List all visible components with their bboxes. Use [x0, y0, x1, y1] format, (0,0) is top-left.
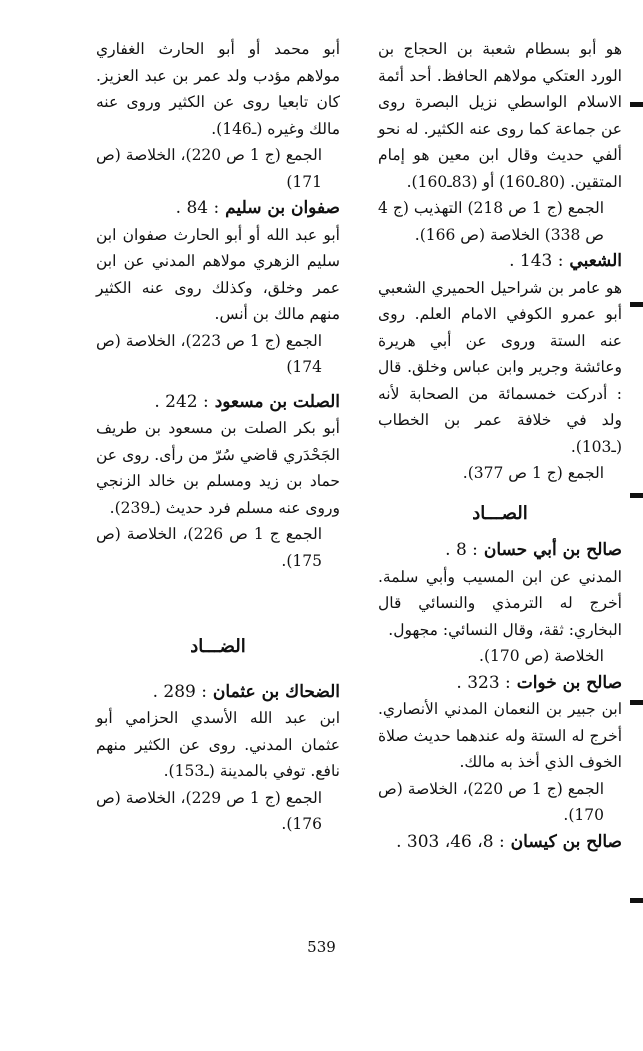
entry-heading-salih-abi-hassan: [378, 537, 622, 564]
entry-salih-abi-hassan-text: المدني عن ابن المسيب وأبي سلمة. أخرج له الترمذي والنسائي قال البخاري: ثقة، وقال النسائي: مجهول.: [378, 567, 622, 639]
entry-heading-shabi: [378, 248, 622, 275]
heading-page-refs: : 289 .: [152, 681, 207, 702]
heading-page-refs: : 143 .: [509, 251, 564, 271]
entry-continued-reference: الجمع (ج 1 ص 220)، الخلاصة (ص 171): [96, 146, 322, 191]
left-column: [96, 36, 340, 838]
entry-heading-salih-kaysan: [378, 829, 622, 856]
entry-safwan-text: أبو عبد الله أو أبو الحارث صفوان ابن سليم الزهري مولاهم المدني عن ابن عمر وخلق، وكذلك روى عنه الكثير منهم مالك بن أنس.: [96, 225, 340, 323]
entry-continued-text: أبو محمد أو أبو الحارث الغفاري مولاهم مؤدب ولد عمر بن عبد العزيز. كان تابعيا روى عن الكثير وروى عنه مالك وغيره (ـ146).: [96, 40, 340, 138]
section-title-sad: الصـــاد: [472, 502, 528, 524]
entry-salih-khawwat-text: ابن جبير بن النعمان المدني الأنصاري. أخرج له الستة وله عندهما حديث صلاة الخوف الذي أخذ به مالك.: [378, 700, 622, 771]
entry-salt-text: أبو بكر الصلت بن مسعود بن طريف الجَحْدَري قاضي سُرّ من رأى. روى عن حماد بن زيد ومسلم بن خالد الزنجي وروى عنه مسلم فرد حديث (ـ239).: [96, 419, 340, 517]
entry-heading-salt: [96, 389, 340, 416]
entry-shabi-reference: الجمع (ج 1 ص 377).: [462, 464, 604, 482]
entry-salih-khawwat-reference: الجمع (ج 1 ص 220)، الخلاصة (ص 170).: [378, 779, 604, 824]
entry-heading-salih-khawwat: [378, 670, 622, 697]
right-column: [378, 36, 622, 855]
scan-edge-mark: [630, 493, 643, 498]
heading-name: صالح بن خوات: [516, 672, 622, 693]
entry-heading-dahhak: [96, 679, 340, 706]
entry-salt-reference: الجمع ج 1 ص 226)، الخلاصة (ص 175).: [96, 525, 322, 570]
heading-name: الصلت بن مسعود: [214, 391, 340, 412]
heading-page-refs: : 84 .: [175, 198, 220, 218]
scan-edge-mark: [630, 700, 643, 705]
entry-salih-abi-hassan-reference: الخلاصة (ص 170).: [479, 647, 604, 665]
heading-name: صالح بن أبي حسان: [483, 540, 622, 560]
heading-page-refs: : 8 .: [445, 540, 478, 560]
heading-page-refs: : 323 .: [456, 672, 511, 693]
heading-page-refs: : 242 .: [154, 391, 209, 412]
entry-dahhak-reference: الجمع (ج 1 ص 229)، الخلاصة (ص 176).: [96, 788, 322, 833]
section-title-dad: الضـــاد: [190, 636, 246, 657]
heading-name: صالح بن كيسان: [510, 831, 622, 852]
entry-shuba-reference: الجمع (ج 1 ص 218) التهذيب (ج 4 ص 338) الخلاصة (ص 166).: [378, 199, 605, 244]
heading-name: الضحاك بن عثمان: [212, 681, 340, 702]
heading-name: الشعبي: [569, 251, 622, 271]
scan-edge-mark: [630, 302, 643, 307]
heading-name: صفوان بن سليم: [225, 198, 340, 218]
entry-shuba-text: هو أبو بسطام شعبة بن الحجاج بن الورد العتكي مولاهم الحافظ. أحد أئمة الاسلام الواسطي نزيل البصرة روى عن جماعة كما روى عنه الكثير. له نحو ألفي حديث وقال ابن معين هو إمام المتقين. (80ـ160) أو (83ـ160).: [378, 40, 622, 191]
entry-heading-safwan: [96, 195, 340, 222]
entry-safwan-reference: الجمع (ج 1 ص 223)، الخلاصة (ص 174): [96, 331, 322, 376]
entry-shabi-text: هو عامر بن شراحيل الحميري الشعبي أبو عمرو الكوفي الامام العلم. روى عنه الستة وروى عن أبي هريرة وعائشة وجرير وابن عباس وخلق. قال : أدركت خمسمائة من الصحابة لأنه ولد في خلافة عمر بن الخطاب (ـ103).: [378, 278, 622, 456]
heading-page-refs: : 8، 46، 303 .: [396, 831, 505, 852]
scan-edge-mark: [630, 102, 643, 107]
entry-dahhak-text: ابن عبد الله الأسدي الحزامي أبو عثمان المدني. روى عن الكثير منهم نافع. توفي بالمدينة (ـ153).: [96, 709, 340, 780]
page-number: 539: [307, 938, 336, 956]
scan-edge-mark: [630, 898, 643, 903]
